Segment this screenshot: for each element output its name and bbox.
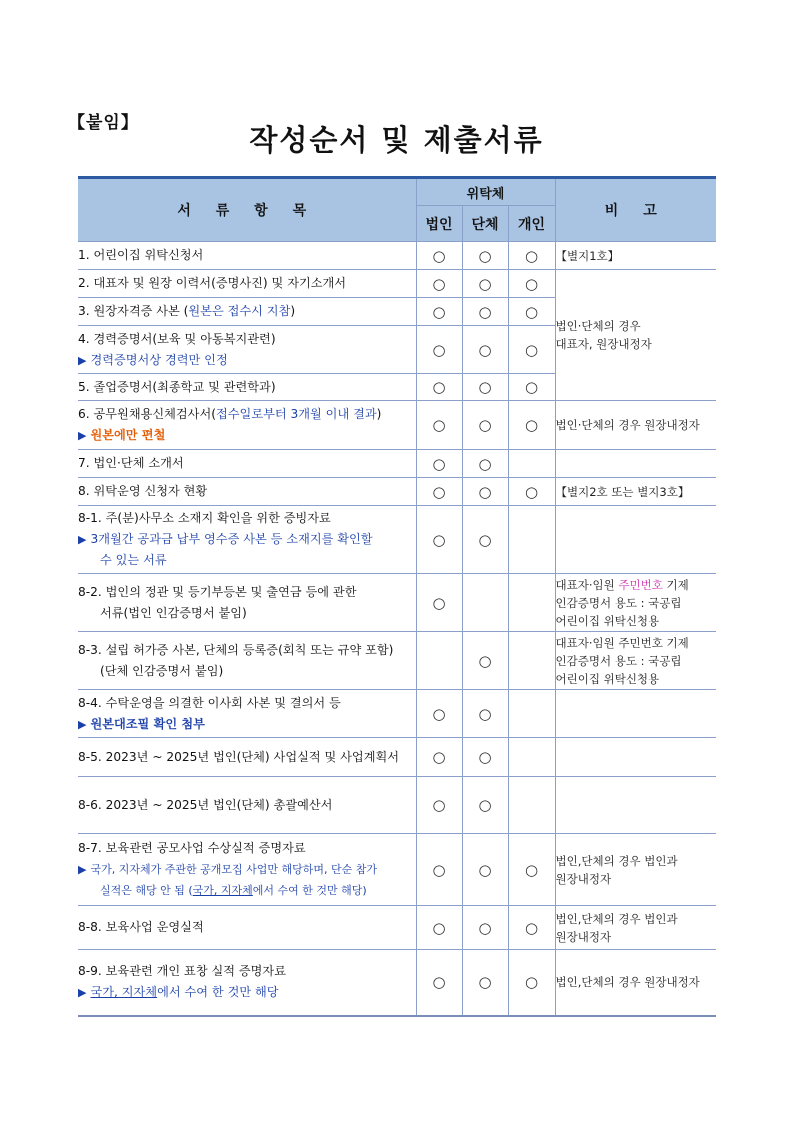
- row-note: 법인,단체의 경우 원장내정자: [555, 950, 716, 1016]
- header-group: 위탁체: [416, 178, 555, 206]
- mark: ○: [462, 326, 508, 374]
- table-row: [78, 632, 716, 690]
- mark: ○: [462, 506, 508, 574]
- table-row: [78, 777, 716, 834]
- mark: ○: [508, 950, 555, 1016]
- row-item: 8-6. 2023년 ~ 2025년 법인(단체) 총괄예산서: [78, 777, 416, 834]
- table-row: [78, 950, 716, 1016]
- mark: ○: [508, 326, 555, 374]
- arrow-right-icon: ▶: [78, 986, 87, 1000]
- row-note: 【별지1호】: [555, 242, 716, 270]
- mark: ○: [416, 242, 462, 270]
- mark: ○: [462, 478, 508, 506]
- row-item: 8-5. 2023년 ~ 2025년 법인(단체) 사업실적 및 사업계획서: [78, 738, 416, 777]
- row-note: 법인,단체의 경우 법인과 원장내정자: [555, 834, 716, 906]
- mark: ○: [416, 506, 462, 574]
- row-note: 【별지2호 또는 별지3호】: [555, 478, 716, 506]
- table-row: [78, 270, 716, 298]
- header-col-individual: 개인: [508, 206, 555, 242]
- mark: ○: [416, 450, 462, 478]
- mark: ○: [462, 690, 508, 738]
- mark: ○: [462, 777, 508, 834]
- mark: ○: [416, 270, 462, 298]
- mark: ○: [508, 374, 555, 401]
- arrow-right-icon: ▶: [78, 717, 87, 731]
- table-row: [78, 401, 716, 450]
- arrow-right-icon: ▶: [78, 353, 87, 367]
- mark: ○: [508, 906, 555, 950]
- table-row: [78, 906, 716, 950]
- mark: ○: [416, 478, 462, 506]
- mark: ○: [416, 950, 462, 1016]
- row-note: 대표자·임원 주민번호 기제 인감증명서 용도 : 국공립 어린이집 위탁신청용: [555, 632, 716, 690]
- row-note: 대표자·임원 주민번호 기제 인감증명서 용도 : 국공립 어린이집 위탁신청용: [555, 574, 716, 632]
- mark: ○: [462, 401, 508, 450]
- mark: ○: [416, 777, 462, 834]
- mark: ○: [462, 242, 508, 270]
- mark: ○: [416, 834, 462, 906]
- table-row: [78, 738, 716, 777]
- header-col-group: 단체: [462, 206, 508, 242]
- mark: ○: [462, 906, 508, 950]
- mark: ○: [416, 906, 462, 950]
- mark: ○: [462, 950, 508, 1016]
- row-item: 3. 원장자격증 사본 (원본은 접수시 지참): [78, 298, 416, 326]
- shared-note: [555, 270, 716, 401]
- mark: ○: [416, 298, 462, 326]
- shared-note-line: 대표자, 원장내정자: [555, 337, 652, 351]
- row-item: 8-4. 수탁운영을 의결한 이사회 사본 및 결의서 등 ▶ 원본대조필 확인 첨부: [78, 690, 416, 738]
- row-item: 4. 경력증명서(보육 및 아동복지관련) ▶ 경력증명서상 경력만 인정: [78, 326, 416, 374]
- page-title: 작성순서 및 제출서류: [249, 123, 544, 157]
- shared-note-line: 법인·단체의 경우: [555, 319, 641, 333]
- row-item: 1. 어린이집 위탁신청서: [78, 242, 416, 270]
- arrow-right-icon: ▶: [78, 863, 87, 876]
- table-row: [78, 450, 716, 478]
- mark: ○: [508, 298, 555, 326]
- row-note: 법인·단체의 경우 원장내정자: [555, 401, 716, 450]
- mark: ○: [462, 738, 508, 777]
- mark: ○: [462, 834, 508, 906]
- row-item: 2. 대표자 및 원장 이력서(증명사진) 및 자기소개서: [78, 270, 416, 298]
- table-row: [78, 690, 716, 738]
- mark: ○: [508, 270, 555, 298]
- row-item: 6. 공무원채용신체검사서(접수일로부터 3개월 이내 결과) ▶ 원본에만 편철: [78, 401, 416, 450]
- mark: ○: [416, 374, 462, 401]
- arrow-right-icon: ▶: [78, 533, 87, 546]
- mark: ○: [416, 326, 462, 374]
- arrow-right-icon: ▶: [78, 429, 87, 442]
- mark: ○: [416, 401, 462, 450]
- table-row: [78, 506, 716, 574]
- row-item: 8-7. 보육관련 공모사업 수상실적 증명자료 ▶ 국가, 지자체가 주관한 공개모집 사업만 해당하며, 단순 참가 실적은 해당 안 됨 (국가, 지자체에서 수여 한 것만 해당): [78, 834, 416, 906]
- mark: ○: [462, 298, 508, 326]
- table-row: [78, 242, 716, 270]
- table-row: [78, 574, 716, 632]
- attachment-label: 【붙임】: [68, 113, 139, 133]
- row-item: 5. 졸업증명서(최종학교 및 관련학과): [78, 374, 416, 401]
- row-item: 7. 법인·단체 소개서: [78, 450, 416, 478]
- mark: ○: [416, 690, 462, 738]
- mark: ○: [508, 242, 555, 270]
- mark: ○: [508, 401, 555, 450]
- mark: ○: [462, 374, 508, 401]
- row-note: 법인,단체의 경우 법인과 원장내정자: [555, 906, 716, 950]
- header-col-corp: 법인: [416, 206, 462, 242]
- mark: ○: [416, 574, 462, 632]
- mark: ○: [462, 270, 508, 298]
- row-item: 8-1. 주(분)사무소 소재지 확인을 위한 증빙자료 ▶ 3개월간 공과금 납부 영수증 사본 등 소재지를 확인할 수 있는 서류: [78, 506, 416, 574]
- header-note: 비 고: [555, 178, 716, 242]
- mark: ○: [416, 738, 462, 777]
- mark: ○: [508, 478, 555, 506]
- document-table: [78, 176, 716, 1017]
- header-item: 서 류 항 목: [78, 178, 416, 242]
- mark: ○: [508, 834, 555, 906]
- row-item: 8-2. 법인의 정관 및 등기부등본 및 출연금 등에 관한 서류(법인 인감증명서 붙임): [78, 574, 416, 632]
- row-item: 8. 위탁운영 신청자 현황: [78, 478, 416, 506]
- row-item: 8-8. 보육사업 운영실적: [78, 906, 416, 950]
- row-item: 8-3. 설립 허가증 사본, 단체의 등록증(회칙 또는 규약 포함) (단체 인감증명서 붙임): [78, 632, 416, 690]
- mark: ○: [462, 632, 508, 690]
- table-row: [78, 834, 716, 906]
- mark: ○: [462, 450, 508, 478]
- row-item: 8-9. 보육관련 개인 표창 실적 증명자료 ▶ 국가, 지자체에서 수여 한 것만 해당: [78, 950, 416, 1016]
- table-row: [78, 478, 716, 506]
